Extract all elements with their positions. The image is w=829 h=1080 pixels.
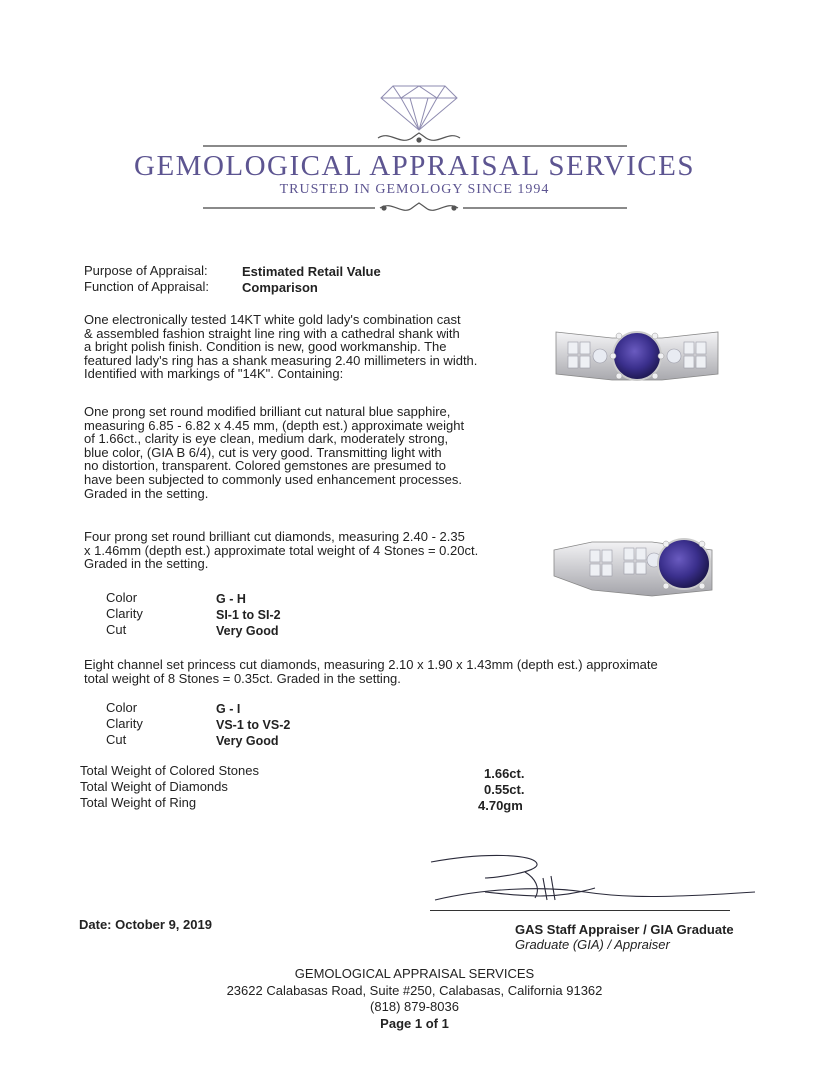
round-clarity-value: SI-1 to SI-2 [216, 608, 281, 622]
princess-color-value: G - I [216, 702, 241, 716]
sapphire-description: One prong set round modified brilliant cut natural blue sapphire, measuring 6.85 - 6.82 x 4.45 mm, (depth est.) approximate weight of 1.66ct., clarity is eye clean, medium dark, moderately strong, blue color, (GIA B 6/4), cut is very good. Transmitting light with no distortion, transparent. Colored gemstones are presumed to have been subjected to commonly used enhancement processes. Graded in the setting. [84, 404, 465, 501]
round-color-label: Color [106, 590, 138, 605]
princess-diamond-description: Eight channel set princess cut diamonds, measuring 2.10 x 1.90 x 1.43mm (depth est.) approximate total weight of 8 Stones = 0.35ct. Graded in the setting. [84, 657, 658, 686]
total-ring-value: 4.70gm [478, 798, 523, 813]
princess-cut-label: Cut [106, 732, 127, 747]
round-cut-value: Very Good [216, 624, 279, 638]
appraiser-subtitle: Graduate (GIA) / Appraiser [515, 937, 670, 952]
company-name: GEMOLOGICAL APPRAISAL SERVICES [134, 150, 695, 182]
total-colored-label: Total Weight of Colored Stones [80, 763, 259, 778]
purpose-label: Purpose of Appraisal: [84, 263, 208, 278]
company-tagline: TRUSTED IN GEMOLOGY SINCE 1994 [279, 182, 550, 197]
total-diamonds-label: Total Weight of Diamonds [80, 779, 228, 794]
round-color-value: G - H [216, 592, 246, 606]
letterhead [0, 0, 829, 230]
footer-address: 23622 Calabasas Road, Suite #250, Calabasas, California 91362 [226, 983, 603, 998]
ring-photo-front [552, 318, 722, 398]
princess-clarity-label: Clarity [106, 716, 143, 731]
total-diamonds-value: 0.55ct. [484, 782, 525, 797]
function-value: Comparison [242, 280, 318, 295]
purpose-value: Estimated Retail Value [242, 264, 381, 279]
total-colored-value: 1.66ct. [484, 766, 525, 781]
princess-clarity-value: VS-1 to VS-2 [216, 718, 291, 732]
appraiser-title: GAS Staff Appraiser / GIA Graduate [515, 922, 734, 937]
signature-graphic [425, 848, 765, 918]
footer-company: GEMOLOGICAL APPRAISAL SERVICES [294, 966, 535, 981]
princess-color-label: Color [106, 700, 138, 715]
round-cut-label: Cut [106, 622, 127, 637]
flourish-bottom-icon [380, 203, 458, 210]
ring-photo-angle [552, 520, 722, 600]
function-label: Function of Appraisal: [84, 279, 210, 294]
signature-line [430, 910, 730, 911]
princess-cut-value: Very Good [216, 734, 279, 748]
footer-phone: (818) 879-8036 [370, 999, 459, 1014]
appraisal-date: Date: October 9, 2019 [79, 917, 212, 932]
round-diamond-description: Four prong set round brilliant cut diamonds, measuring 2.40 - 2.35 x 1.46mm (depth est.) approximate total weight of 4 Stones = 0.20ct. Graded in the setting. [84, 529, 479, 572]
diamond-icon [381, 86, 457, 130]
total-ring-label: Total Weight of Ring [80, 795, 197, 810]
page-number: Page 1 of 1 [380, 1016, 449, 1031]
round-clarity-label: Clarity [106, 606, 143, 621]
ring-description: One electronically tested 14KT white gold lady's combination cast & assembled fashion straight line ring with a cathedral shank with a bright polish finish. Condition is new, good workmanship. The featured lady's ring has a shank measuring 2.40 millimeters in width. Identified with markings of "14K". Containing: [84, 312, 478, 382]
flourish-top-icon [378, 133, 460, 142]
